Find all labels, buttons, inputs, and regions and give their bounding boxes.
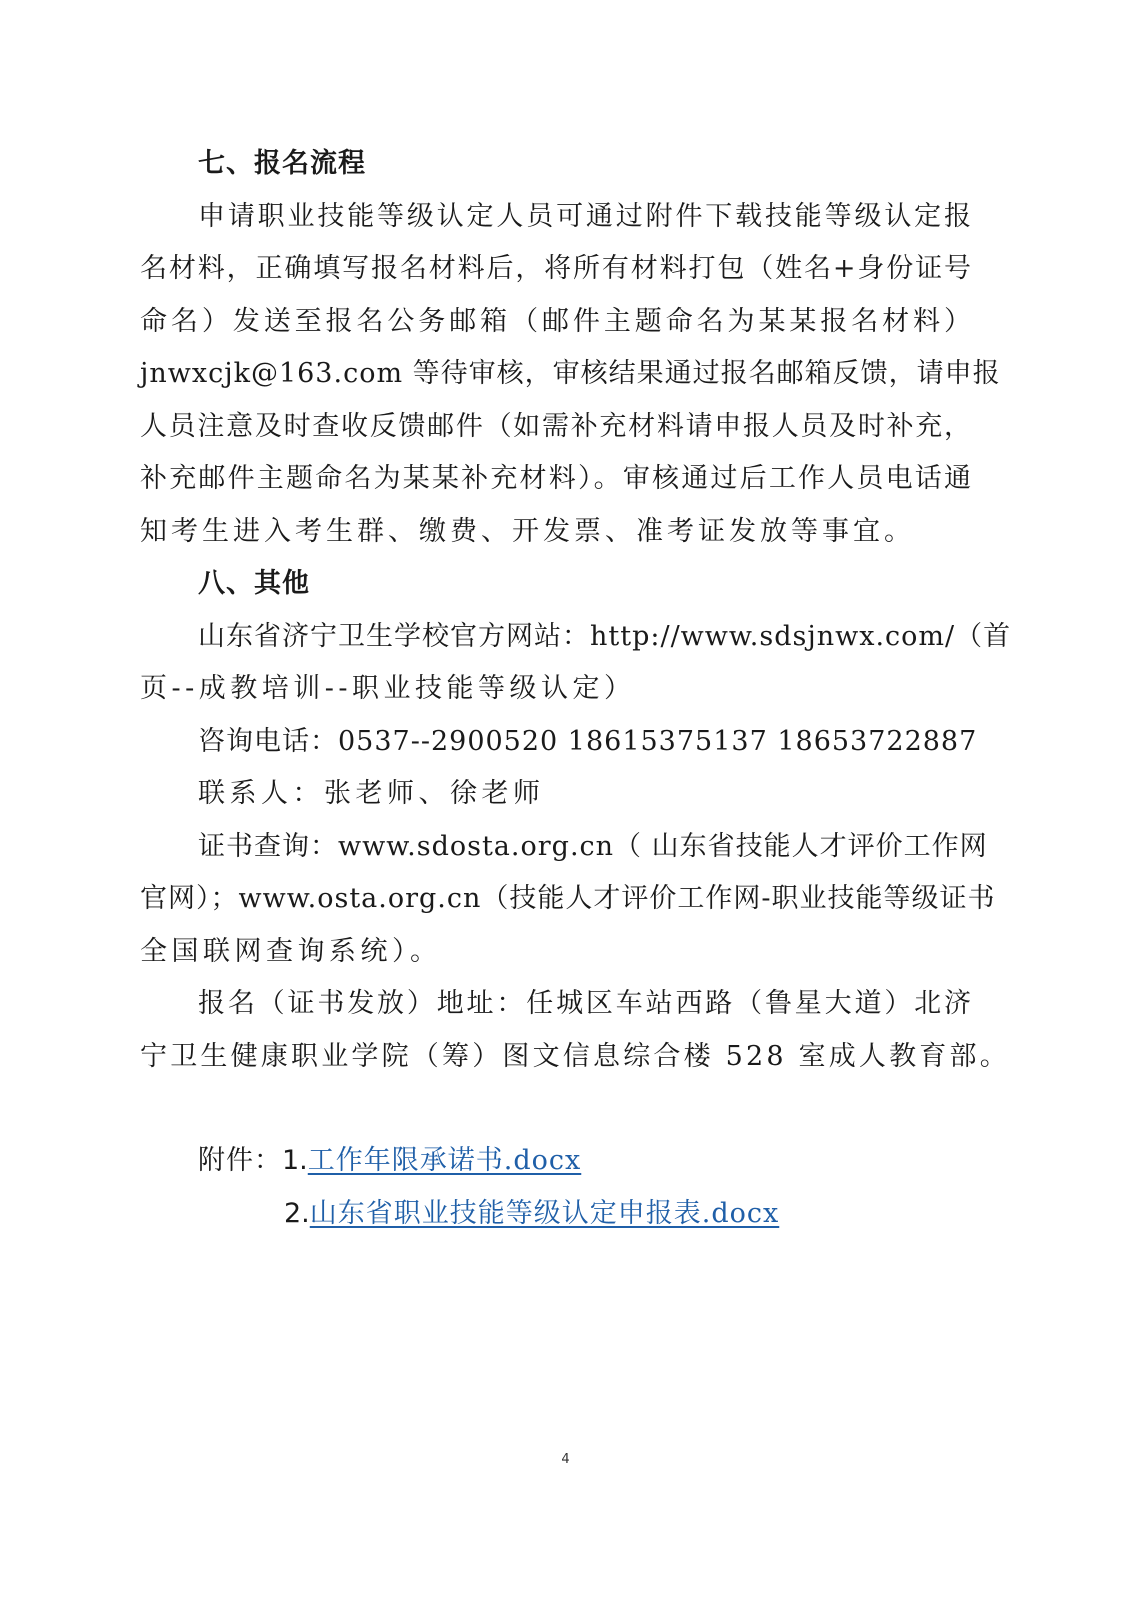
attachment-1-number: 1. [282, 1145, 308, 1176]
attachment-2-link[interactable]: 山东省职业技能等级认定申报表.docx [309, 1197, 780, 1229]
phone-line: 咨询电话：0537--2900520 18615375137 18653722887 [198, 725, 978, 757]
contact-line: 联系人：张老师、徐老师 [198, 778, 545, 809]
section-7-line-7: 知考生进入考生群、缴费、开发票、准考证发放等事宜。 [140, 515, 915, 547]
cert-line-2: 官网）；www.osta.org.cn（技能人才评价工作网-职业技能等级证书 [140, 883, 996, 914]
section-7-line-1: 申请职业技能等级认定人员可通过附件下载技能等级认定报 [198, 200, 972, 232]
section-8-heading: 八、其他 [198, 568, 310, 599]
address-line-1: 报名（证书发放）地址：任城区车站西路（鲁星大道）北济 [198, 988, 972, 1019]
section-7-line-2: 名材料，正确填写报名材料后，将所有材料打包（姓名+身份证号 [140, 253, 972, 284]
page-number: 4 [561, 1452, 570, 1467]
cert-line-3: 全国联网查询系统）。 [140, 935, 442, 967]
attachment-1 [140, 1135, 972, 1188]
section-7-heading: 七、报名流程 [198, 148, 366, 179]
address-line-2: 宁卫生健康职业学院（筹）图文信息综合楼 528 室成人教育部。 [140, 1040, 1010, 1072]
attachment-1-link[interactable]: 工作年限承诺书.docx [307, 1145, 582, 1176]
section-7-line-3: 命名）发送至报名公务邮箱（邮件主题命名为某某报名材料） [140, 305, 972, 337]
section-7-line-6: 补充邮件主题命名为某某补充材料）。审核通过后工作人员电话通 [140, 463, 972, 494]
website-line-2: 页--成教培训--职业技能等级认定） [140, 673, 636, 704]
section-7-line-5: 人员注意及时查收反馈邮件（如需补充材料请申报人员及时补充， [140, 410, 972, 442]
website-line-1: 山东省济宁卫生学校官方网站：http://www.sdsjnwx.com/（首 [198, 620, 1012, 652]
cert-line-1: 证书查询：www.sdosta.org.cn（ 山东省技能人才评价工作网 [198, 830, 988, 862]
attachments-label: 附件： [198, 1145, 282, 1176]
attachment-2 [140, 1188, 972, 1241]
page-content [140, 138, 1012, 1240]
section-7-line-4: jnwxcjk@163.com 等待审核，审核结果通过报名邮箱反馈，请申报 [140, 358, 1001, 389]
spacer [140, 1083, 972, 1135]
attachment-2-number: 2. [284, 1197, 310, 1229]
